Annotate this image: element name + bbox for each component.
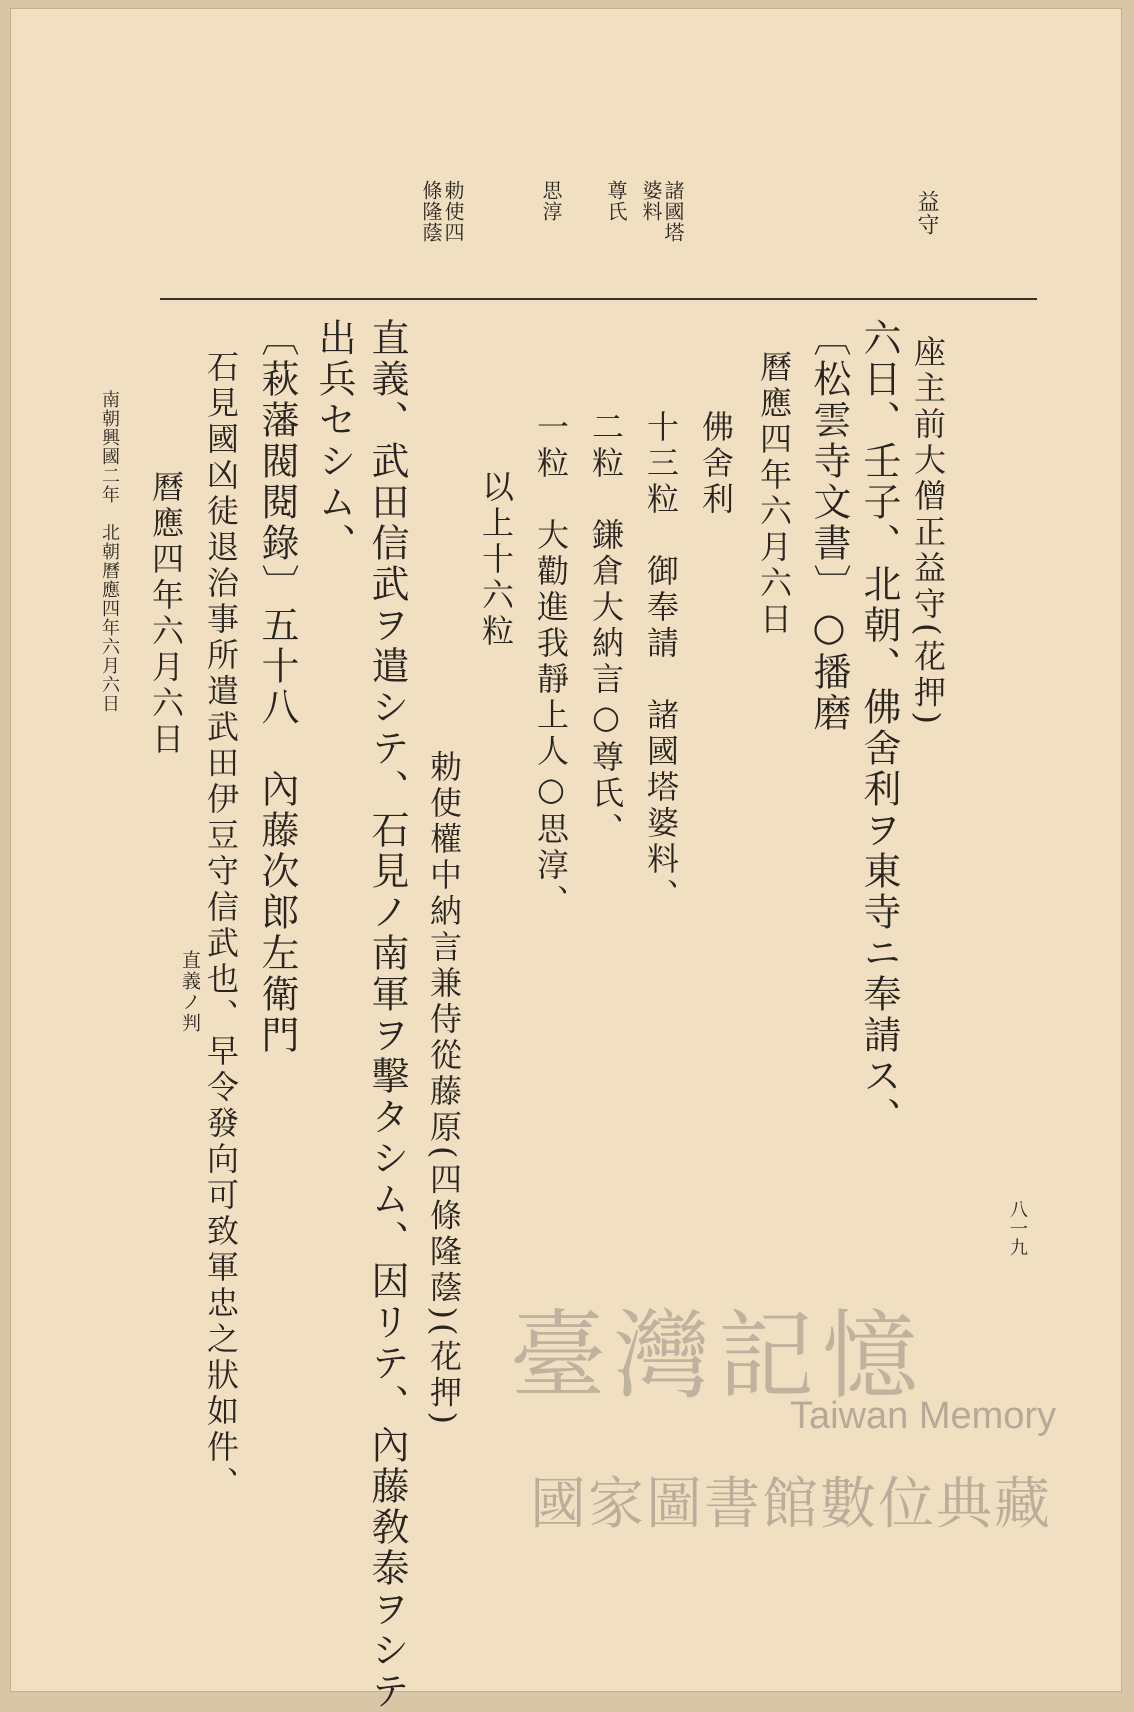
text-col-4: 曆應四年六月六日 (755, 350, 793, 638)
text-col-10: 勅使權中納言兼侍從藤原(四條隆蔭)(花押) (425, 750, 463, 1428)
text-col-11: 直義、武田信武ヲ遣シテ、石見ノ南軍ヲ擊タシム、因リテ、內藤敎泰ヲシテ (365, 318, 409, 1712)
text-col-7: 二粒 鎌倉大納言○尊氏、 (587, 410, 625, 848)
margin-note-2: 尊氏 (604, 180, 628, 222)
page-number: 八一九 (1007, 1200, 1028, 1257)
text-col-3: 〔松雲寺文書〕○播磨 (807, 318, 851, 734)
text-col-1: 座主前大僧正益守(花押) (909, 335, 947, 728)
text-col-6: 十三粒 御奉請 諸國塔婆料、 (642, 410, 680, 914)
text-col-9: 以上十六粒 (477, 470, 515, 650)
text-col-8: 一粒 大勸進我靜上人○思淳、 (532, 410, 570, 920)
text-col-15: 石見國凶徒退治事所遣武田伊豆守信武也、早令發向可致軍忠之狀如件、 (202, 350, 240, 1502)
text-col-5: 佛舍利 (697, 410, 735, 518)
header-rule (160, 298, 1037, 300)
margin-note-3: 思淳 (539, 180, 563, 222)
watermark-title: 臺灣記憶 (510, 1300, 926, 1412)
text-col-16: 曆應四年六月六日 (147, 470, 185, 758)
margin-note-1: 諸國塔婆料 (639, 180, 685, 243)
margin-note-4: 勅使四條隆蔭 (419, 180, 465, 243)
header-top-right: 益守 (914, 190, 939, 236)
watermark-library: 國家圖書館數位典藏 (530, 1472, 1052, 1537)
text-col-14: 直義ノ判 (179, 950, 201, 1034)
text-col-12: 出兵セシム、 (312, 318, 356, 564)
text-col-13: 〔萩藩閥閱錄〕五十八 內藤次郎左衛門 (255, 318, 299, 1056)
watermark-english: Taiwan Memory (790, 1395, 1057, 1437)
text-col-2: 六日、壬子、北朝、佛舍利ヲ東寺ニ奉請ス、 (857, 318, 901, 1138)
running-head: 南朝興國二年 北朝曆應四年六月六日 (99, 390, 120, 713)
